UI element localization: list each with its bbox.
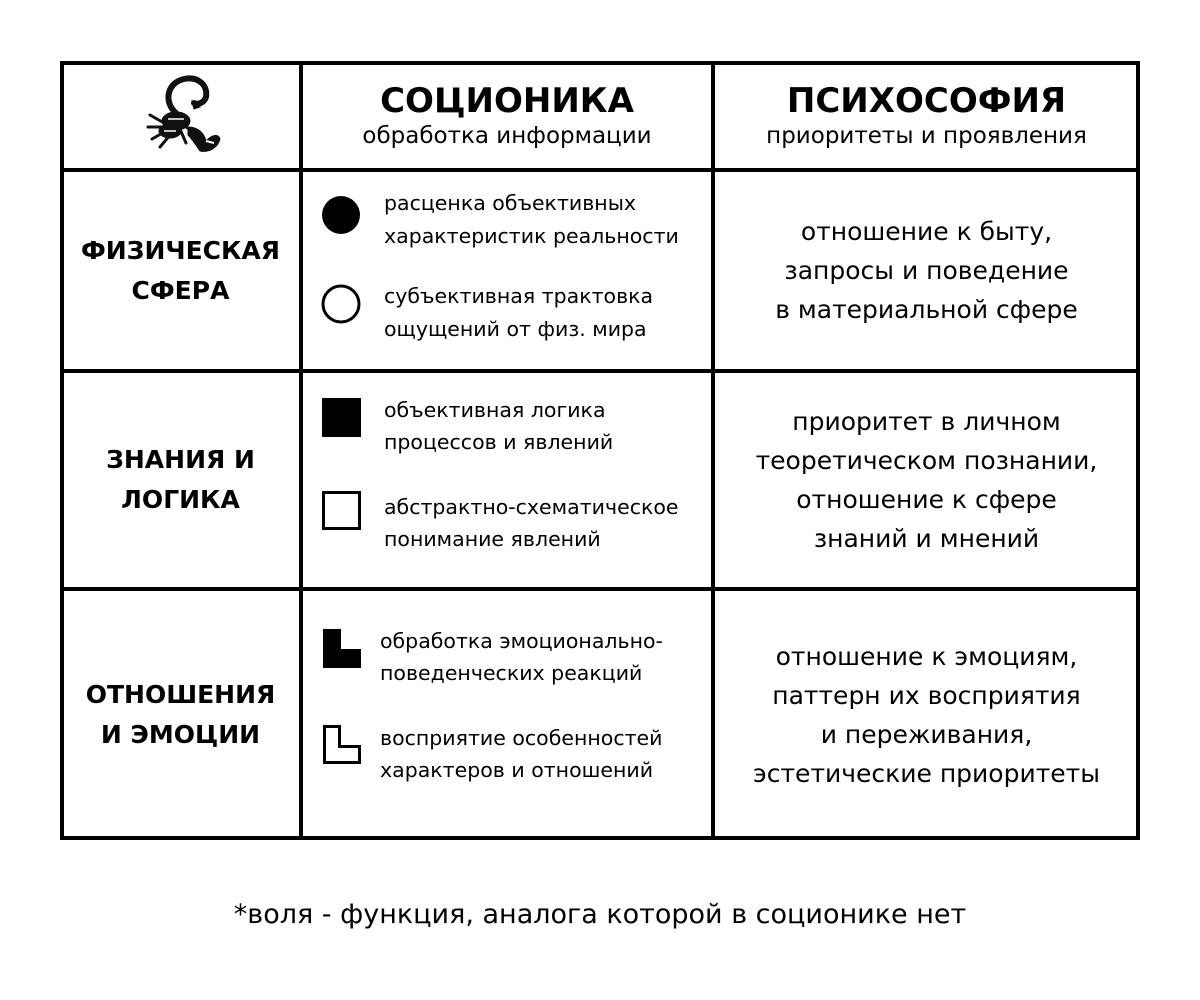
socionics-subtitle: обработка информации xyxy=(362,122,652,149)
psychosophy-subtitle: приоритеты и проявления xyxy=(766,122,1087,149)
function-description: поведенческих реакций xyxy=(380,661,643,685)
description-line: и переживания, xyxy=(820,719,1033,749)
empty-circle-icon xyxy=(301,282,371,332)
scorpion-icon xyxy=(136,73,226,159)
psychosophy-cell-knowledge xyxy=(713,371,1140,589)
filled-circle-icon xyxy=(301,193,371,243)
row-label-line: ЗНАНИЯ И xyxy=(106,445,255,474)
row-label-emotions xyxy=(60,589,301,840)
socionics-cell-emotions xyxy=(301,589,713,840)
row-label-knowledge xyxy=(60,371,301,589)
description-line: в материальной сфере xyxy=(775,295,1078,324)
description-line: приоритет в личном xyxy=(792,407,1061,436)
psychosophy-cell-physical xyxy=(713,170,1140,371)
row-label-line: ЛОГИКА xyxy=(121,485,240,514)
function-description: ощущений от физ. мира xyxy=(384,317,647,341)
socionics-header xyxy=(301,61,713,170)
function-description: расценка объективных xyxy=(384,191,637,215)
function-description: характеристик реальности xyxy=(384,224,679,248)
comparison-table xyxy=(60,61,1140,840)
socionics-title: СОЦИОНИКА xyxy=(380,80,634,121)
row-label-line: И ЭМОЦИИ xyxy=(100,719,261,749)
description-line: отношение к сфере xyxy=(796,485,1057,514)
description-line: теоретическом познании, xyxy=(755,446,1098,475)
row-label-line: СФЕРА xyxy=(131,275,230,305)
row-label-line: ОТНОШЕНИЯ xyxy=(85,679,276,709)
psychosophy-title: ПСИХОСОФИЯ xyxy=(786,80,1067,121)
description-line: знаний и мнений xyxy=(813,524,1040,553)
row-label-line: ФИЗИЧЕСКАЯ xyxy=(80,235,281,265)
function-description: объективная логика xyxy=(384,398,606,422)
filled-l-shape-icon xyxy=(301,626,371,676)
socionics-cell-physical xyxy=(301,170,713,371)
socionics-cell-knowledge xyxy=(301,371,713,589)
description-line: паттерн их восприятия xyxy=(772,680,1081,710)
function-description: процессов и явлений xyxy=(384,430,614,454)
description-line: эстетические приоритеты xyxy=(753,758,1100,788)
psychosophy-header xyxy=(713,61,1140,170)
function-description: понимание явлений xyxy=(384,527,601,551)
function-description: характеров и отношений xyxy=(380,758,654,782)
function-description: абстрактно-схематическое xyxy=(384,495,679,519)
empty-l-shape-icon xyxy=(301,722,371,772)
function-description: субъективная трактовка xyxy=(384,284,654,308)
description-line: отношение к эмоциям, xyxy=(775,641,1078,671)
filled-square-icon xyxy=(301,395,371,445)
empty-square-icon xyxy=(301,488,371,538)
logo-cell xyxy=(60,61,301,170)
function-description: восприятие особенностей xyxy=(380,726,663,750)
row-label-physical xyxy=(60,170,301,371)
footnote: *воля - функция, аналога которой в соционике нет xyxy=(233,899,967,930)
description-line: отношение к быту, xyxy=(800,217,1053,246)
description-line: запросы и поведение xyxy=(784,256,1069,285)
function-description: обработка эмоционально- xyxy=(380,629,663,653)
psychosophy-cell-emotions xyxy=(713,589,1140,840)
